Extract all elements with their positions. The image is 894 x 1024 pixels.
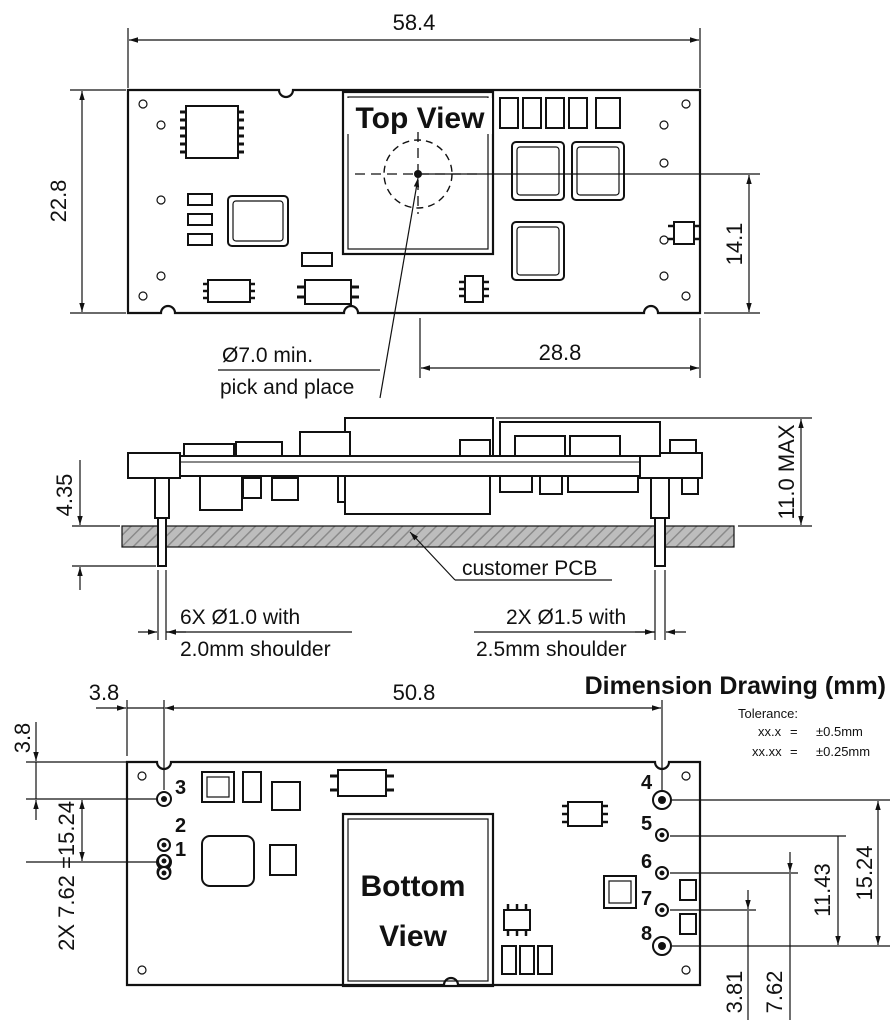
tolerance-fmt-1: xx.x bbox=[758, 724, 782, 739]
bottom-edge-dim: 3.8 bbox=[88, 680, 120, 705]
right-dim-3-81: 3.81 bbox=[722, 970, 747, 1014]
bottom-view-label-2: View bbox=[379, 920, 447, 953]
right-dim-7-62: 7.62 bbox=[762, 970, 787, 1014]
top-width-dim: 58.4 bbox=[392, 10, 436, 35]
tolerance-heading: Tolerance: bbox=[738, 706, 798, 721]
pin-label-7: 7 bbox=[641, 888, 653, 910]
standoff-dim: 4.35 bbox=[52, 473, 77, 517]
customer-pcb bbox=[122, 526, 734, 547]
pin-label-2: 2 bbox=[175, 815, 187, 837]
tolerance-table bbox=[738, 706, 870, 759]
height-max-dim: 11.0 MAX bbox=[774, 424, 799, 520]
pick-place-dim: Ø7.0 min. bbox=[222, 344, 314, 367]
customer-pcb-label: customer PCB bbox=[462, 557, 598, 580]
tolerance-fmt-2: xx.xx bbox=[752, 744, 782, 759]
center-height-dim: 14.1 bbox=[722, 222, 747, 266]
pin-label-6: 6 bbox=[641, 851, 653, 873]
pin-label-8: 8 bbox=[641, 923, 653, 945]
tolerance-val-2: ±0.25mm bbox=[816, 744, 871, 759]
pick-place-note: pick and place bbox=[220, 376, 355, 399]
pin-label-3: 3 bbox=[175, 777, 187, 799]
right-dim-11-43: 11.43 bbox=[810, 863, 835, 917]
left-pins-dim: 2X 7.62 =15.24 bbox=[54, 801, 79, 951]
pins-right-shoulder: 2.5mm shoulder bbox=[476, 638, 627, 661]
top-view-label: Top View bbox=[355, 102, 485, 135]
right-dim-15-24: 15.24 bbox=[852, 845, 877, 901]
pins-right-dim: 2X Ø1.5 with bbox=[506, 606, 627, 629]
drawing-title: Dimension Drawing (mm) bbox=[584, 672, 886, 700]
bottom-pitch-dim: 50.8 bbox=[392, 680, 436, 705]
pins-left-shoulder: 2.0mm shoulder bbox=[180, 638, 331, 661]
side-view bbox=[52, 418, 812, 661]
tolerance-val-1: ±0.5mm bbox=[816, 724, 863, 739]
pins-left-dim: 6X Ø1.0 with bbox=[180, 606, 301, 629]
pin-label-4: 4 bbox=[641, 772, 653, 794]
center-offset-dim: 28.8 bbox=[538, 340, 582, 365]
top-view bbox=[46, 10, 760, 399]
top-height-dim: 22.8 bbox=[46, 179, 71, 223]
bottom-top-edge-dim: 3.8 bbox=[10, 722, 35, 754]
bottom-view-label-1: Bottom bbox=[360, 870, 466, 903]
pick-place-target bbox=[355, 132, 482, 398]
tolerance-eq-1: = bbox=[790, 724, 798, 739]
tolerance-eq-2: = bbox=[790, 744, 798, 759]
pin-label-5: 5 bbox=[641, 813, 653, 835]
pin-label-1: 1 bbox=[175, 839, 187, 861]
